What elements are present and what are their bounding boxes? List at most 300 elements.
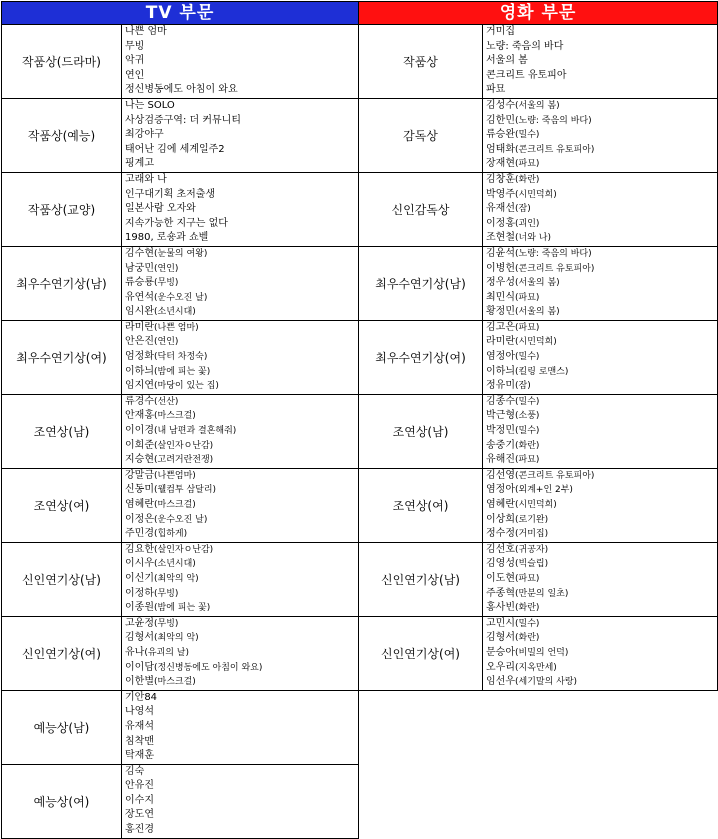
nominee-name: 김고은 [486,321,515,333]
movie-category-label: 신인감독상 [359,172,483,246]
movie-nominee-list [483,25,718,99]
nominee-work: (최악의 악) [153,633,199,644]
nominee-work: (선산) [153,396,179,407]
nominee-work: (나쁜엄마) [153,470,196,481]
nominee-item [125,453,355,468]
nominee-item [486,83,714,98]
nominee-work: (화란) [515,440,540,451]
nominee-name: 유해진 [486,454,515,466]
nominee-name: 핑계고 [125,158,154,170]
movie-category-label: 신인연기상(여) [359,616,483,690]
nominee-name: 문승아 [486,646,515,658]
nominee-name: 사상검증구역: 더 커뮤니티 [125,114,241,126]
tv-nominee-list [122,690,359,764]
nominee-name: 신동미 [125,484,154,496]
nominee-item [125,527,355,542]
nominee-item [125,350,355,365]
award-row [2,394,718,468]
nominee-work: (밀수) [515,352,540,363]
nominee-work: (귀공자) [515,544,549,555]
nominee-item [125,749,355,764]
nominee-work: (마스크걸) [153,500,196,510]
nominee-name: 남궁민 [125,262,154,274]
nominee-item [125,128,355,143]
nominee-item [125,439,355,454]
tv-category-label: 조연상(여) [2,468,122,542]
nominee-item [486,247,714,262]
tv-category-label: 최우수연기상(남) [2,246,122,320]
nominee-item [125,720,355,735]
nominee-name: 고민시 [486,617,515,629]
nominee-name: 류승완 [486,129,515,141]
tv-nominee-list [122,542,359,616]
nominee-item [125,601,355,616]
nominee-name: 김창훈 [486,173,515,185]
award-row [2,690,718,764]
nominee-item [486,557,714,572]
nominee-name: 이희준 [125,439,154,451]
nominee-item [486,424,714,439]
nominee-name: 이종원 [125,602,154,614]
nominee-work: (소년시대) [153,307,196,318]
nominee-name: 거미집 [486,26,515,37]
nominee-work: (파묘) [515,573,540,584]
nominee-name: 김성수 [486,99,515,111]
award-row [2,98,718,172]
nominee-work: (고려거란전쟁) [153,455,214,466]
nominee-item [125,631,355,646]
nominee-item [125,483,355,498]
nominee-work: (시민덕희) [515,189,557,200]
nominee-work: (마스크걸) [153,411,196,422]
movie-category-label: 감독상 [359,98,483,172]
nominee-item [125,291,355,306]
nominee-work: (밀수) [515,618,540,629]
tv-category-label: 조연상(남) [2,394,122,468]
nominee-work: (만분의 일초) [515,588,569,599]
nominee-work: (유괴의 날) [144,647,189,658]
nominee-name: 이신기 [125,572,154,584]
nominee-name: 고윤정 [125,617,154,629]
nominee-work: (내 남편과 결혼해줘) [153,426,237,437]
nominee-name: 파묘 [486,84,506,96]
nominee-item [125,557,355,572]
movie-nominee-list [483,98,718,172]
nominee-name: 고래와 나 [125,173,167,185]
nominee-work: (파묘) [515,292,540,303]
nominee-item [486,276,714,291]
nominee-work: (시민덕희) [515,500,557,510]
nominee-name: 인구대기획 초저출생 [125,188,216,200]
nominee-work: (무빙) [153,278,179,289]
nominee-item [486,173,714,188]
nominee-item [486,54,714,69]
nominee-name: 이수지 [125,794,154,806]
nominee-name: 이정은 [125,513,154,525]
nominee-name: 주민경 [125,528,154,540]
nominee-name: 김선호 [486,543,515,555]
award-row [2,25,718,99]
tv-category-label: 최우수연기상(여) [2,320,122,394]
nominee-name: 침착맨 [125,735,154,747]
nominee-item [125,276,355,291]
nominee-work: (무빙) [153,588,179,599]
nominee-item [486,69,714,84]
movie-nominee-list [483,468,718,542]
nominee-name: 노량: 죽음의 바다 [486,40,564,52]
nominee-item [486,335,714,350]
nominee-work: (노량: 죽음의 바다) [515,248,592,259]
nominee-name: 유연석 [125,291,154,303]
nominee-name: 김숙 [125,765,145,777]
nominee-item [125,675,355,690]
nominee-work: (너와 나) [515,233,551,244]
tv-nominee-list [122,172,359,246]
nominee-item [486,365,714,380]
nominee-name: 최민식 [486,291,515,303]
nominee-name: 김형서 [486,632,515,644]
nominee-item [486,661,714,676]
nominee-item [125,217,355,232]
nominee-item [125,395,355,410]
award-row [2,246,718,320]
nominee-item [486,231,714,246]
nominee-item [125,424,355,439]
tv-category-label: 신인연기상(여) [2,616,122,690]
nominee-item [125,365,355,380]
nominee-name: 안유진 [125,780,154,792]
nominee-item [486,321,714,336]
nominee-name: 유재석 [125,720,154,732]
nominee-name: 정수정 [486,528,515,540]
tv-category-label: 작품상(예능) [2,98,122,172]
nominee-item [486,128,714,143]
nominee-name: 김윤석 [486,247,515,259]
nominee-name: 라미란 [125,321,154,333]
nominee-item [125,40,355,55]
nominee-work: (지옥만세) [515,662,557,673]
nominee-item [486,379,714,394]
nominee-work: (마당이 있는 집) [153,381,219,392]
nominee-item [125,587,355,602]
nominee-item [486,439,714,454]
movie-nominee-list [483,616,718,690]
nominee-name: 박근형 [486,410,515,422]
nominee-name: 탁재훈 [125,750,154,762]
nominee-item [125,262,355,277]
nominee-name: 엄정화 [125,351,154,363]
nominee-name: 이한별 [125,676,154,688]
nominee-work: (소년시대) [153,559,196,570]
nominee-item [486,631,714,646]
nominee-name: 콘크리트 유토피아 [486,69,567,81]
nominee-item [125,779,355,794]
nominee-item [125,543,355,558]
movie-category-label: 신인연기상(남) [359,542,483,616]
nominee-name: 주종혁 [486,587,515,599]
nominee-work: (밤에 피는 꽃) [153,603,211,614]
nominee-item [486,143,714,158]
tv-category-label: 신인연기상(남) [2,542,122,616]
nominee-work: (비밀의 언덕) [515,647,569,658]
nominee-item [125,617,355,632]
movie-nominee-list [483,320,718,394]
nominee-item [125,794,355,809]
nominee-work: (화란) [515,633,540,644]
nominee-item [486,305,714,320]
nominee-work: (밤에 피는 꽃) [153,366,211,377]
nominee-name: 이하늬 [125,365,154,377]
nominee-item [125,202,355,217]
nominee-item [125,143,355,158]
nominee-name: 강말금 [125,469,154,481]
nominee-item [486,202,714,217]
nominee-name: 오우리 [486,661,515,673]
nominee-name: 이하늬 [486,365,515,377]
nominee-work: (서울의 봄) [515,100,560,111]
nominee-name: 송중기 [486,439,515,451]
nominee-name: 일본사람 오자와 [125,203,196,215]
nominee-item [125,188,355,203]
nominee-name: 악귀 [125,55,145,67]
nominee-item [125,409,355,424]
tv-nominee-list [122,25,359,99]
nominee-item [486,99,714,114]
nominee-item [486,40,714,55]
nominee-work: (힙하게) [153,529,188,540]
tv-nominee-list [122,246,359,320]
nominee-name: 염정아 [486,484,515,496]
nominee-item [486,498,714,513]
nominee-name: 최강야구 [125,129,164,141]
tv-category-label: 예능상(여) [2,764,122,838]
nominee-work: (서울의 봄) [515,278,560,289]
nominee-item [486,262,714,277]
nominee-work: (파묘) [515,159,540,170]
nominee-name: 장재현 [486,158,515,170]
nominee-item [125,335,355,350]
movie-category-label: 조연상(남) [359,394,483,468]
tv-nominee-list [122,764,359,838]
nominee-work: (잠) [515,381,531,392]
nominee-item [486,157,714,172]
nominee-name: 이병헌 [486,262,515,274]
nominee-item [125,469,355,484]
nominee-name: 임시완 [125,306,154,318]
nominee-item [125,498,355,513]
nominee-work: (소풍) [515,411,540,422]
nominee-work: (킬링 로맨스) [515,366,569,377]
tv-category-label: 예능상(남) [2,690,122,764]
nominee-name: 1980, 로숑과 쇼벨 [125,232,209,244]
nominee-name: 태어난 김에 세계일주2 [125,143,225,155]
tv-nominee-list [122,98,359,172]
nominee-item [486,617,714,632]
nominee-work: (파묘) [515,322,540,333]
nominee-item [486,675,714,690]
nominee-name: 박정민 [486,425,515,437]
nominee-name: 정우성 [486,277,515,289]
nominee-name: 황정민 [486,306,515,318]
nominee-item [486,513,714,528]
nominee-name: 이이담 [125,661,154,673]
nominee-item [125,25,355,40]
nominee-item [125,705,355,720]
award-row [2,320,718,394]
nominee-item [125,83,355,98]
nominee-name: 홍사빈 [486,602,515,614]
nominee-work: (무빙) [153,618,179,629]
nominee-work: (서울의 봄) [515,307,560,318]
award-row [2,172,718,246]
nominee-item [125,823,355,838]
nominee-item [486,453,714,468]
nominee-item [486,543,714,558]
nominee-work: (살인자ㅇ난감) [153,440,214,451]
nominee-name: 염정아 [486,351,515,363]
nominee-name: 김한민 [486,114,515,126]
movie-category-label: 작품상 [359,25,483,99]
movie-category-label: 최우수연기상(남) [359,246,483,320]
nominee-work: (거미집) [515,529,549,540]
nominee-work: (노량: 죽음의 바다) [515,115,592,126]
nominee-item [125,173,355,188]
nominee-work: (밀수) [515,130,540,141]
nominee-item [486,469,714,484]
movie-nominee-list [483,172,718,246]
nominee-name: 지속가능한 지구는 없다 [125,217,228,229]
nominee-name: 김형서 [125,632,154,644]
nominee-name: 이시우 [125,558,154,570]
nominee-name: 박영주 [486,188,515,200]
nominee-name: 류승룡 [125,277,154,289]
nominee-name: 임선우 [486,676,515,688]
nominee-item [486,527,714,542]
nominee-name: 이정홍 [486,217,515,229]
nominee-work: (정신병동에도 아침이 와요) [153,662,263,673]
nominee-work: (웰컴투 삼달리) [153,485,217,496]
nominee-name: 홍진경 [125,824,154,836]
nominee-name: 기안84 [125,691,158,703]
nominee-item [125,69,355,84]
nominee-name: 이이경 [125,425,154,437]
awards-nominee-table-wrapper [1,1,717,839]
nominee-name: 염혜란 [125,499,154,510]
nominee-name: 무빙 [125,40,145,52]
movie-nominee-list [483,394,718,468]
nominee-item [486,114,714,129]
nominee-name: 장도연 [125,809,154,821]
nominee-item [125,513,355,528]
nominee-work: (콘크리트 유토피아) [515,144,595,155]
nominee-item [125,99,355,114]
nominee-name: 유나 [125,646,145,658]
nominee-item [125,572,355,587]
nominee-name: 지승현 [125,454,154,466]
nominee-item [125,157,355,172]
nominee-item [486,291,714,306]
nominee-item [486,483,714,498]
tv-nominee-list [122,468,359,542]
nominee-item [125,735,355,750]
nominee-work: (화란) [515,174,540,185]
tv-nominee-list [122,394,359,468]
tv-nominee-list [122,320,359,394]
nominee-name: 김종수 [486,395,515,407]
award-row [2,542,718,616]
tv-nominee-list [122,616,359,690]
nominee-item [125,321,355,336]
nominee-work: (화란) [515,603,540,614]
nominee-work: (로기완) [515,514,549,525]
nominee-item [486,646,714,661]
nominee-item [125,247,355,262]
nominee-work: (콘크리트 유토피아) [515,470,595,481]
nominee-name: 이정하 [125,587,154,599]
nominee-name: 연인 [125,69,145,81]
nominee-work: (눈물의 여왕) [153,248,208,259]
empty-area [359,690,718,838]
nominee-name: 염혜란 [486,499,515,510]
nominee-name: 이상희 [486,513,515,525]
nominee-item [125,114,355,129]
nominee-name: 조현철 [486,232,515,244]
nominee-work: (나쁜 엄마) [153,322,199,333]
movie-nominee-list [483,542,718,616]
nominee-work: (시민덕희) [515,337,557,348]
nominee-name: 정신병동에도 아침이 와요 [125,84,238,96]
nominee-work: (운수오진 날) [153,514,208,525]
tv-category-label: 작품상(드라마) [2,25,122,99]
nominee-work: (외계+인 2부) [515,485,573,496]
nominee-work: (마스크걸) [153,677,196,688]
movie-nominee-list [483,246,718,320]
nominee-item [486,409,714,424]
tv-category-label: 작품상(교양) [2,172,122,246]
nominee-name: 김영성 [486,558,515,570]
nominee-work: (밀수) [515,426,540,437]
nominee-name: 이도현 [486,572,515,584]
award-row [2,616,718,690]
nominee-work: (잠) [515,204,531,215]
tv-section-header: TV 부문 [2,2,359,25]
nominee-work: (빅슬립) [515,559,549,570]
nominee-name: 나쁜 엄마 [125,26,167,37]
nominee-name: 정유미 [486,380,515,392]
nominee-work: (닥터 차정숙) [153,352,208,363]
nominee-work: (파묘) [515,455,540,466]
nominee-item [486,350,714,365]
movie-category-label: 조연상(여) [359,468,483,542]
nominee-item [125,661,355,676]
nominee-work: (최악의 악) [153,573,199,584]
award-row [2,468,718,542]
nominee-item [486,601,714,616]
nominee-name: 서울의 봄 [486,55,528,67]
movie-section-header: 영화 부문 [359,2,718,25]
nominee-work: (밀수) [515,396,540,407]
nominee-work: (살인자ㅇ난감) [153,544,214,555]
movie-category-label: 최우수연기상(여) [359,320,483,394]
nominee-name: 나는 SOLO [125,99,175,111]
nominee-item [125,646,355,661]
nominee-item [125,231,355,246]
nominee-name: 라미란 [486,336,515,348]
nominee-work: (세기말의 사랑) [515,677,578,688]
nominee-item [125,379,355,394]
nominee-name: 안은진 [125,336,154,348]
nominee-work: (운수오진 날) [153,292,208,303]
